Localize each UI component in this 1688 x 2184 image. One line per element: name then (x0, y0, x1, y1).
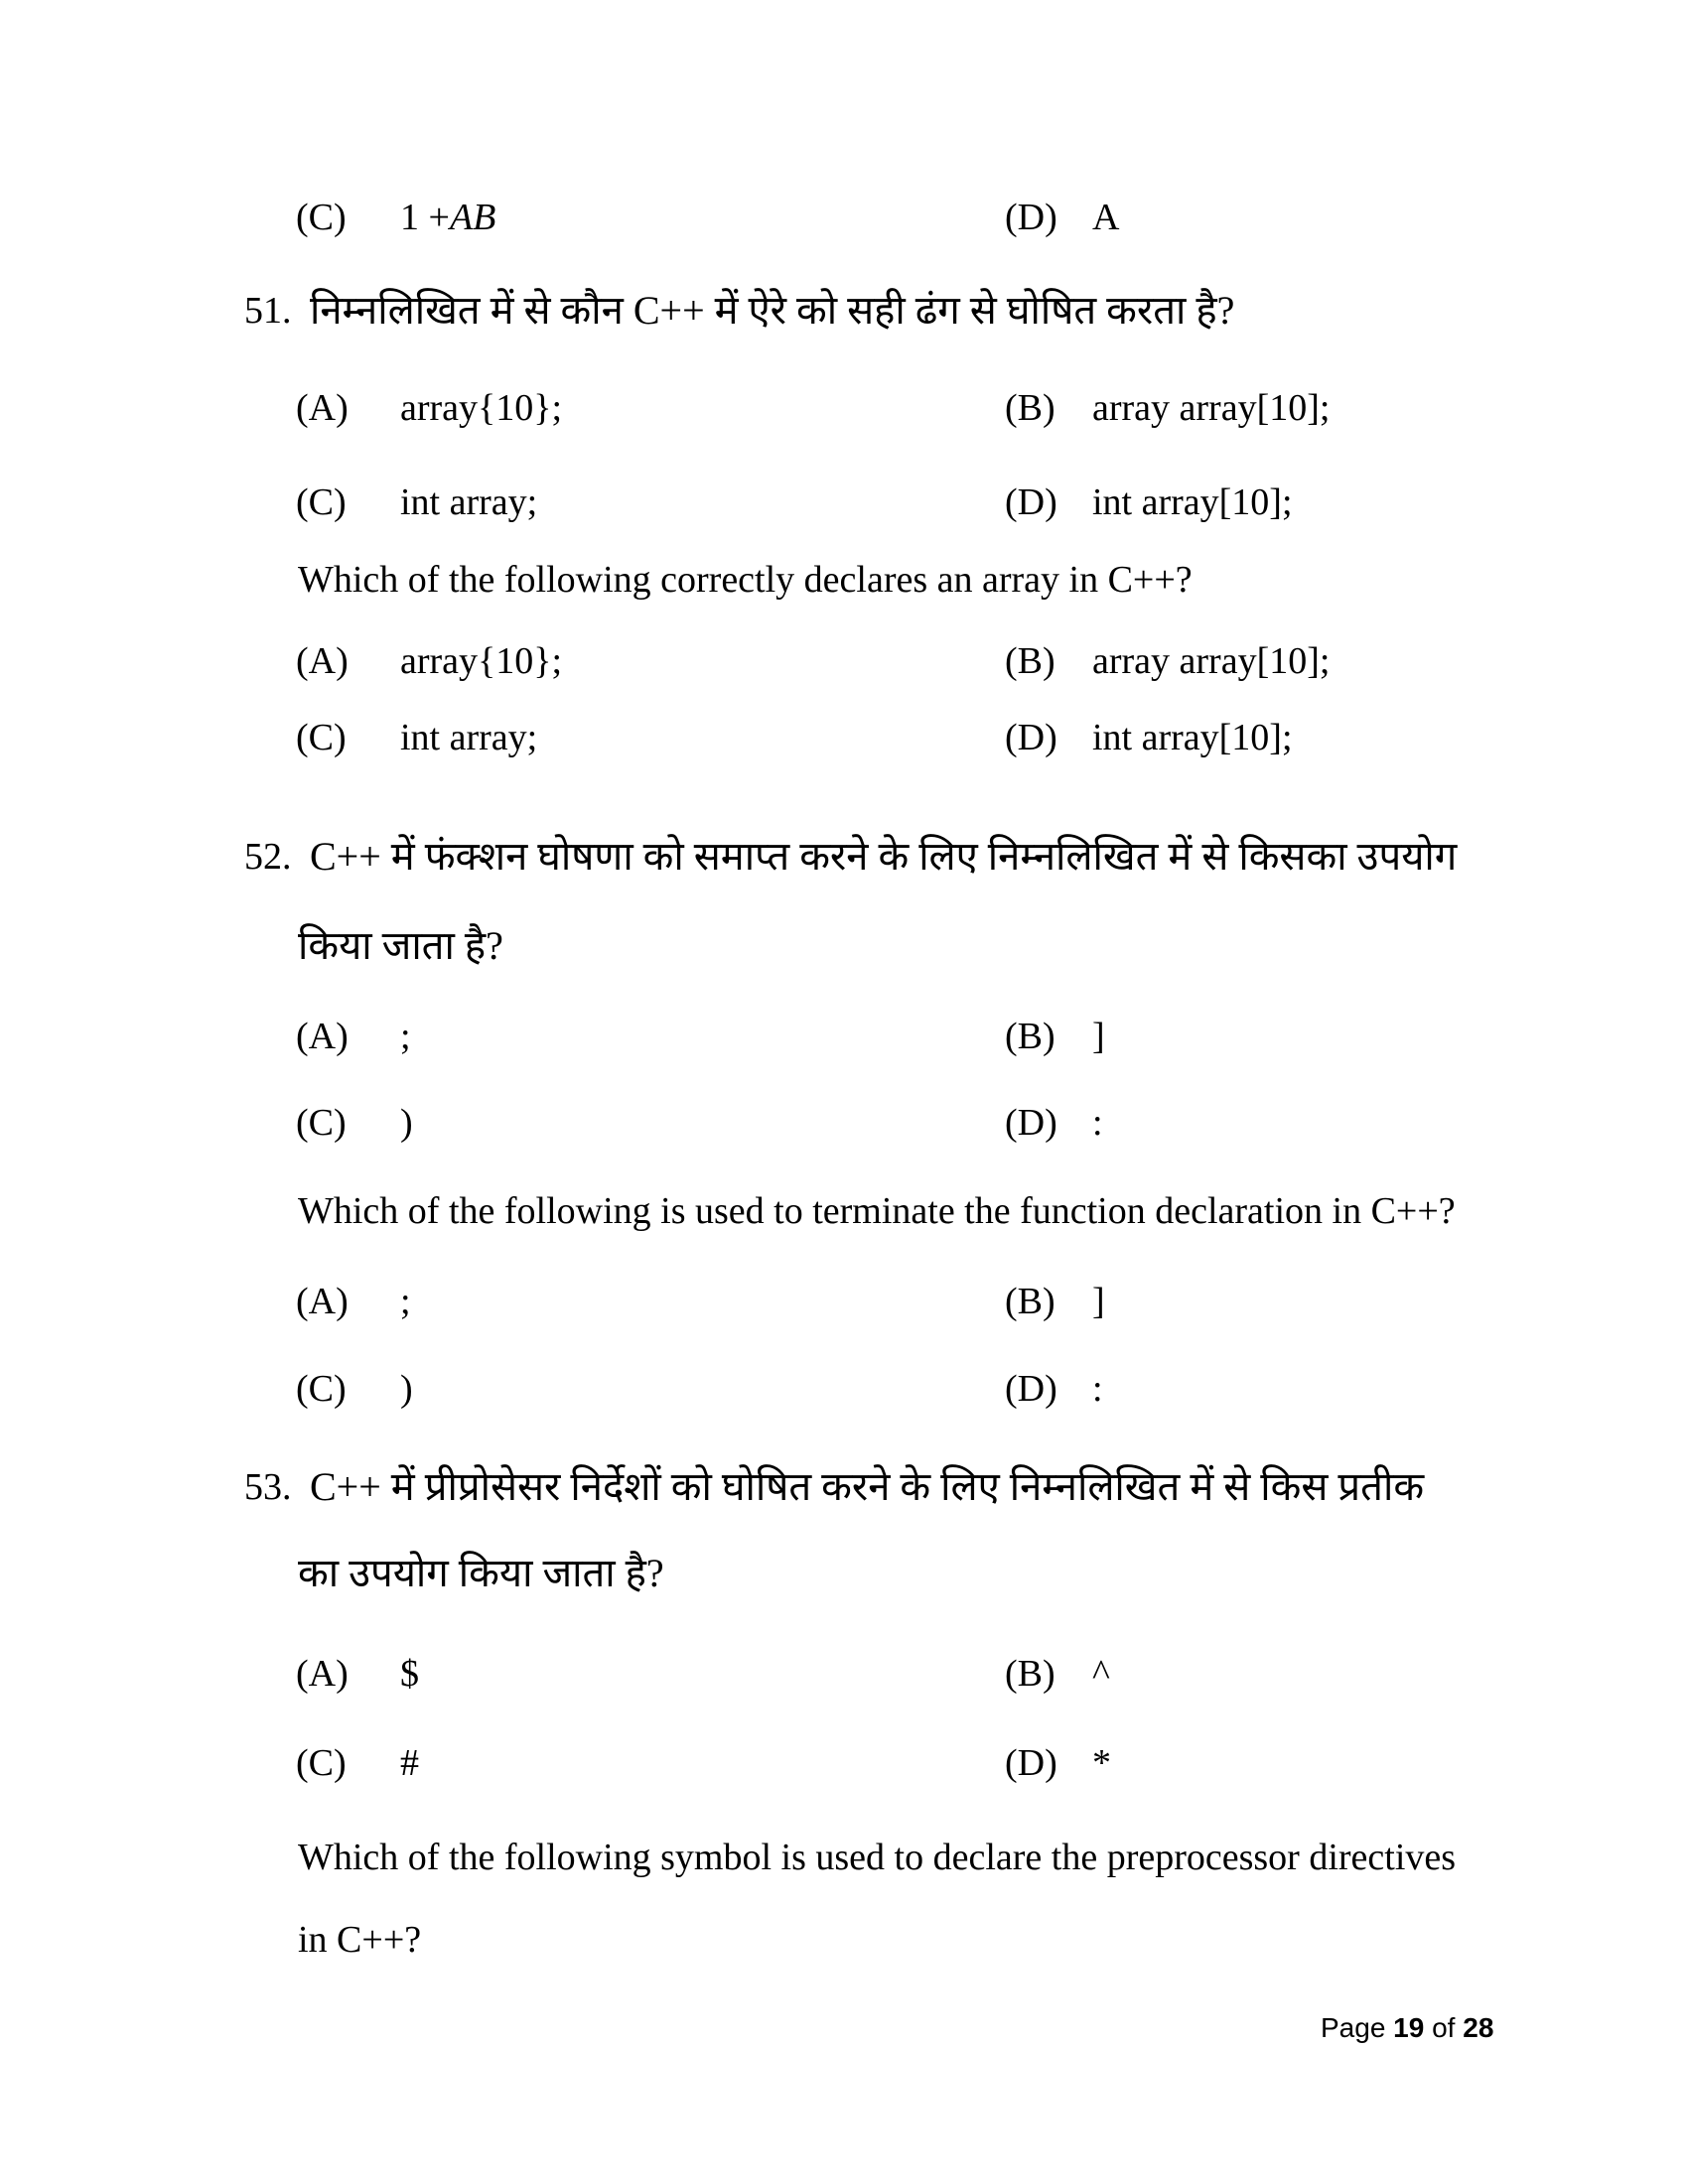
question-53-number: 53. (244, 1466, 292, 1508)
footer-current-page: 19 (1393, 2012, 1425, 2043)
option-label-c: (C) (296, 1368, 347, 1410)
question-52-text-hindi-line1: C++ में फंक्शन घोषणा को समाप्त करने के लिए निम्नलिखित में से किसका उपयोग (310, 834, 1458, 879)
question-52-english (0, 1189, 1688, 1237)
option-label-c: (C) (296, 717, 347, 758)
question-52-text-hindi-line2: किया जाता है? (298, 923, 503, 968)
option-label-c: (C) (296, 481, 347, 523)
option-value-b: array array[10]; (1092, 640, 1331, 682)
option-value-c-prefix: 1 + (400, 197, 450, 238)
option-label-c: (C) (296, 1102, 347, 1144)
question-51-english (0, 558, 1688, 606)
option-value-b: ^ (1092, 1653, 1110, 1695)
option-value-a: $ (400, 1653, 419, 1695)
option-value-c: # (400, 1742, 419, 1784)
option-label-a: (A) (296, 1281, 349, 1322)
option-label-d: (D) (1005, 1742, 1057, 1784)
question-52-options-cd-hindi-set (0, 1101, 1688, 1149)
question-53-text-english-line2: in C++? (298, 1919, 422, 1961)
option-label-b: (B) (1005, 1281, 1055, 1322)
question-51-options-ab-hindi-set (0, 386, 1688, 434)
option-label-b: (B) (1005, 1016, 1055, 1057)
option-value-a: ; (400, 1281, 411, 1322)
question-53-options-cd-hindi-set (0, 1741, 1688, 1789)
option-value-c (400, 196, 495, 239)
footer-of-word: of (1424, 2012, 1464, 2043)
question-53-hindi-line2 (0, 1549, 1688, 1596)
option-label-a: (A) (296, 1016, 349, 1057)
option-value-c: ) (400, 1102, 413, 1144)
option-label-c: (C) (296, 197, 347, 238)
question-51-text-hindi: निम्नलिखित में से कौन C++ में ऐरे को सही ढंग से घोषित करता है? (310, 288, 1235, 333)
question-52-options-cd-english-set (0, 1367, 1688, 1415)
question-51-options-cd-english-set (0, 716, 1688, 763)
option-label-a: (A) (296, 387, 349, 429)
question-51-options-cd-hindi-set (0, 480, 1688, 528)
option-value-b: ] (1092, 1016, 1105, 1057)
question-51-hindi (0, 286, 1688, 334)
option-label-a: (A) (296, 1653, 349, 1695)
option-label-b: (B) (1005, 640, 1055, 682)
question-53-options-ab-hindi-set (0, 1652, 1688, 1700)
option-value-c: ) (400, 1368, 413, 1410)
question-53-english-line2 (0, 1918, 1688, 1966)
option-label-a: (A) (296, 640, 349, 682)
question-52-number: 52. (244, 836, 292, 878)
question-51-text-english: Which of the following correctly declares an array in C++? (298, 559, 1193, 601)
question-53-english-line1 (0, 1836, 1688, 1883)
question-52-options-ab-hindi-set (0, 1015, 1688, 1062)
question-52-hindi-line1 (0, 832, 1688, 880)
footer-page-word: Page (1321, 2012, 1394, 2043)
option-value-d: int array[10]; (1092, 481, 1293, 523)
option-value-d: A (1092, 197, 1120, 238)
option-value-a: ; (400, 1016, 411, 1057)
question-51-options-ab-english-set (0, 639, 1688, 687)
option-label-d: (D) (1005, 481, 1057, 523)
question-53-hindi-line1 (0, 1462, 1688, 1510)
option-value-b: ] (1092, 1281, 1105, 1322)
option-value-d: : (1092, 1102, 1103, 1144)
page-footer (1321, 2011, 1493, 2045)
footer-total-pages: 28 (1463, 2012, 1494, 2043)
option-value-d: : (1092, 1368, 1103, 1410)
option-label-b: (B) (1005, 1653, 1055, 1695)
question-52-options-ab-english-set (0, 1280, 1688, 1327)
option-value-c: int array; (400, 717, 538, 758)
question-52-hindi-line2 (0, 921, 1688, 969)
option-value-b: array array[10]; (1092, 387, 1331, 429)
option-label-c: (C) (296, 1742, 347, 1784)
option-value-c-variable: AB (449, 197, 496, 238)
option-label-d: (D) (1005, 197, 1057, 238)
option-label-b: (B) (1005, 387, 1055, 429)
option-value-a: array{10}; (400, 640, 563, 682)
question-53-text-hindi-line2: का उपयोग किया जाता है? (298, 1551, 664, 1595)
question-53-text-english-line1: Which of the following symbol is used to declare the preprocessor directives (298, 1837, 1457, 1878)
option-label-d: (D) (1005, 717, 1057, 758)
question-52-text-english: Which of the following is used to terminate the function declaration in C++? (298, 1190, 1456, 1232)
option-label-d: (D) (1005, 1368, 1057, 1410)
option-value-c: int array; (400, 481, 538, 523)
question-53-text-hindi-line1: C++ में प्रीप्रोसेसर निर्देशों को घोषित करने के लिए निम्नलिखित में से किस प्रतीक (310, 1464, 1425, 1509)
option-value-d: * (1092, 1742, 1111, 1784)
prev-question-options-row-cd (0, 196, 1688, 243)
option-value-a: array{10}; (400, 387, 563, 429)
question-51-number: 51. (244, 290, 292, 332)
option-label-d: (D) (1005, 1102, 1057, 1144)
option-value-d: int array[10]; (1092, 717, 1293, 758)
